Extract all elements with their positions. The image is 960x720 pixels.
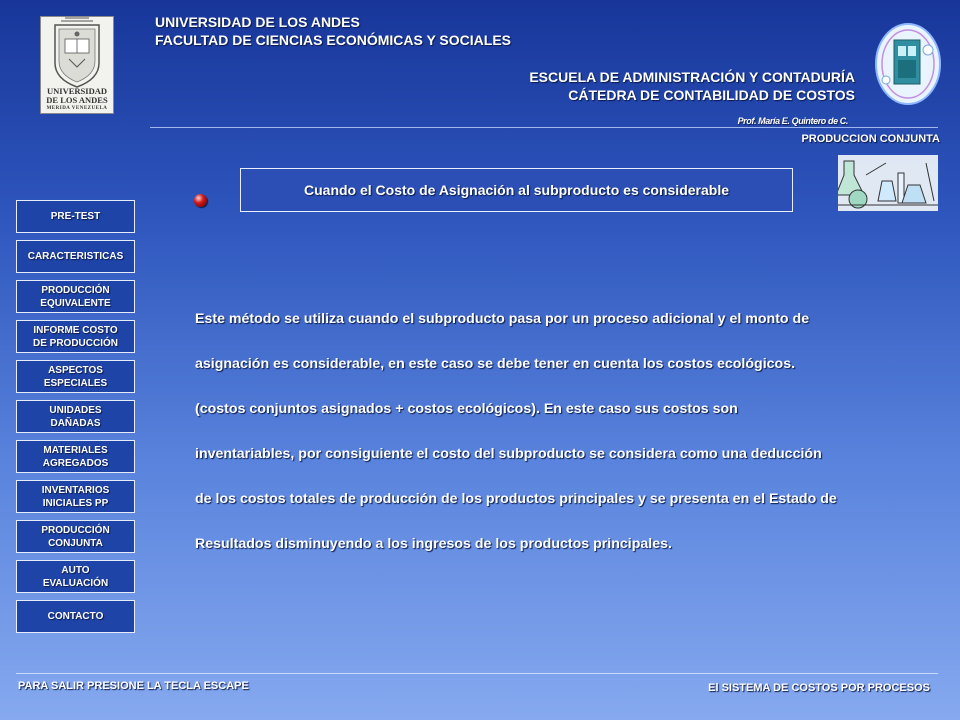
- nav-auto-evaluacion-label: AUTO EVALUACIÓN: [42, 564, 109, 589]
- university-header: [155, 13, 511, 49]
- professor-name: Prof. María E. Quintero de C.: [737, 116, 848, 126]
- bullet-icon: [194, 194, 207, 207]
- nav-contacto-button[interactable]: [16, 600, 135, 633]
- logo-line-2: DE LOS ANDES: [46, 95, 108, 105]
- section-heading-text: Cuando el Costo de Asignación al subproducto es considerable: [304, 182, 729, 198]
- nav-produccion-equivalente-label: PRODUCCIÓN EQUIVALENTE: [40, 284, 111, 309]
- nav-aspectos-especiales-button[interactable]: [16, 360, 135, 393]
- nav-caracteristicas-button[interactable]: [16, 240, 135, 273]
- paragraph-line: Este método se utiliza cuando el subproducto pasa por un proceso adicional y el monto de: [195, 311, 810, 327]
- nav-caracteristicas-label: CARACTERISTICAS: [27, 251, 124, 262]
- nav-unidades-danadas-label: UNIDADES DAÑADAS: [49, 404, 102, 429]
- nav-aspectos-especiales-label: ASPECTOS ESPECIALES: [43, 364, 108, 389]
- paragraph-line: Resultados disminuyendo a los ingresos de los productos principales.: [195, 536, 672, 552]
- nav-materiales-agregados-button[interactable]: [16, 440, 135, 473]
- logo-line-3: MERIDA VENEZUELA: [46, 106, 108, 111]
- faculty-name: FACULTAD DE CIENCIAS ECONÓMICAS Y SOCIALES: [155, 32, 511, 48]
- chair-name: CÁTEDRA DE CONTABILIDAD DE COSTOS: [568, 87, 855, 103]
- nav-pre-test-label: PRE-TEST: [50, 211, 101, 222]
- footer-divider: [16, 673, 938, 674]
- logo-line-1: UNIVERSIDAD: [47, 86, 107, 96]
- paragraph-line: asignación es considerable, en este caso se debe tener en cuenta los costos ecológicos.: [195, 356, 796, 372]
- university-logo: [40, 16, 114, 114]
- nav-produccion-conjunta-label: PRODUCCIÓN CONJUNTA: [41, 524, 110, 549]
- topic-label: PRODUCCION CONJUNTA: [801, 133, 940, 145]
- nav-auto-evaluacion-button[interactable]: [16, 560, 135, 593]
- nav-unidades-danadas-button[interactable]: [16, 400, 135, 433]
- nav-materiales-agregados-label: MATERIALES AGREGADOS: [42, 444, 109, 469]
- header-divider: [150, 127, 938, 128]
- nav-informe-costo-label: INFORME COSTO DE PRODUCCIÓN: [32, 324, 118, 349]
- nav-produccion-conjunta-button[interactable]: [16, 520, 135, 553]
- school-header: [529, 68, 855, 104]
- section-heading: [240, 168, 793, 212]
- nav-produccion-equivalente-button[interactable]: [16, 280, 135, 313]
- system-title: El SISTEMA DE COSTOS POR PROCESOS: [708, 682, 930, 694]
- nav-inventarios-iniciales-label: INVENTARIOS INICIALES PP: [41, 484, 110, 509]
- nav-pre-test-button[interactable]: [16, 200, 135, 233]
- chemistry-glassware-icon: [838, 155, 938, 211]
- nav-informe-costo-button[interactable]: [16, 320, 135, 353]
- nav-inventarios-iniciales-button[interactable]: [16, 480, 135, 513]
- laboratory-illustration-icon: [872, 20, 944, 106]
- school-name: ESCUELA DE ADMINISTRACIÓN Y CONTADURÍA: [529, 69, 855, 85]
- paragraph-line: inventariables, por consiguiente el costo del subproducto se considera como una deducción: [195, 446, 822, 462]
- paragraph-line: de los costos totales de producción de los productos principales y se presenta en el Estado de: [195, 491, 837, 507]
- exit-instruction: PARA SALIR PRESIONE LA TECLA ESCAPE: [18, 680, 249, 692]
- university-name: UNIVERSIDAD DE LOS ANDES: [155, 14, 360, 30]
- paragraph-line: (costos conjuntos asignados + costos ecológicos). En este caso sus costos son: [195, 401, 738, 417]
- content-paragraph: [195, 297, 935, 567]
- nav-contacto-label: CONTACTO: [47, 611, 104, 622]
